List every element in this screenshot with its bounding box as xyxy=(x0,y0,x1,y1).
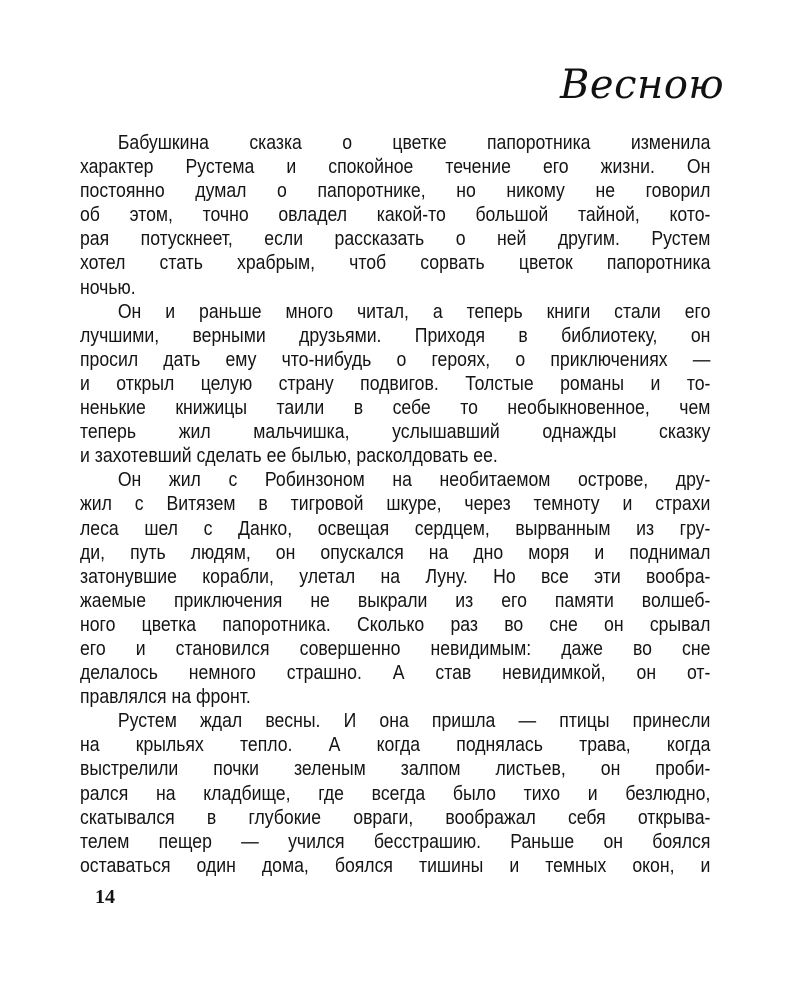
text-line: лучшими, верными друзьями. Приходя в библиотеку, он xyxy=(80,323,711,347)
text-line: Бабушкина сказка о цветке папоротника изменила xyxy=(117,131,711,154)
text-line: жил с Витязем в тигровой шкуре, через темноту и страхи xyxy=(80,492,711,516)
text-line: Он жил с Робинзоном на необитаемом острове, дру- xyxy=(117,468,711,492)
chapter-title: Весною xyxy=(560,62,725,108)
text-line: ненькие книжицы таили в себе то необыкновенное, чем xyxy=(80,396,711,420)
text-line: Он и раньше много читал, а теперь книги стали его xyxy=(117,299,711,323)
text-line: делалось немного страшно. А став невидимкой, он от- xyxy=(80,661,711,685)
text-line: об этом, точно овладел какой-то большой тайной, кото- xyxy=(80,203,711,227)
text-line: оставаться один дома, боялся тишины и темных окон, и xyxy=(80,853,711,877)
text-line: рался на кладбище, где всегда было тихо и безлюдно, xyxy=(80,781,711,805)
text-line: ночью. xyxy=(80,275,136,299)
text-line: леса шел с Данко, освещая сердцем, вырванным из гру- xyxy=(80,516,711,540)
text-line: скатывался в глубокие овраги, воображал себя открыва- xyxy=(80,805,711,829)
body-text xyxy=(80,131,711,878)
text-line: рая потускнеет, если рассказать о ней другим. Рустем xyxy=(80,227,711,251)
text-line: затонувшие корабли, улетал на Луну. Но все эти вообра- xyxy=(80,564,711,588)
text-line: хотел стать храбрым, чтоб сорвать цветок папоротника xyxy=(80,251,711,275)
text-line: просил дать ему что-нибудь о героях, о приключениях — xyxy=(80,347,711,371)
text-line: постоянно думал о папоротнике, но никому не говорил xyxy=(80,179,711,203)
text-line: выстрелили почки зеленым залпом листьев, он проби- xyxy=(80,757,711,781)
text-line: телем пещер — учился бесстрашию. Раньше он боялся xyxy=(80,829,711,853)
text-line: правлялся на фронт. xyxy=(80,685,251,709)
text-line: Рустем ждал весны. И она пришла — птицы принесли xyxy=(117,709,711,733)
text-line: и захотевший сделать ее былью, расколдовать ее. xyxy=(80,444,498,468)
text-line: на крыльях тепло. А когда поднялась трава, когда xyxy=(80,733,711,757)
text-line: жаемые приключения не выкрали из его памяти волшеб- xyxy=(80,588,711,612)
text-line: ди, путь людям, он опускался на дно моря и поднимал xyxy=(80,540,711,564)
text-line: ного цветка папоротника. Сколько раз во сне он срывал xyxy=(80,612,711,636)
page-number: 14 xyxy=(95,886,115,908)
text-line: и открыл целую страну подвигов. Толстые романы и то- xyxy=(80,371,711,395)
text-line: теперь жил мальчишка, услышавший однажды сказку xyxy=(80,420,711,444)
text-line: его и становился совершенно невидимым: даже во сне xyxy=(80,636,711,660)
text-line: характер Рустема и спокойное течение его жизни. Он xyxy=(80,155,711,179)
